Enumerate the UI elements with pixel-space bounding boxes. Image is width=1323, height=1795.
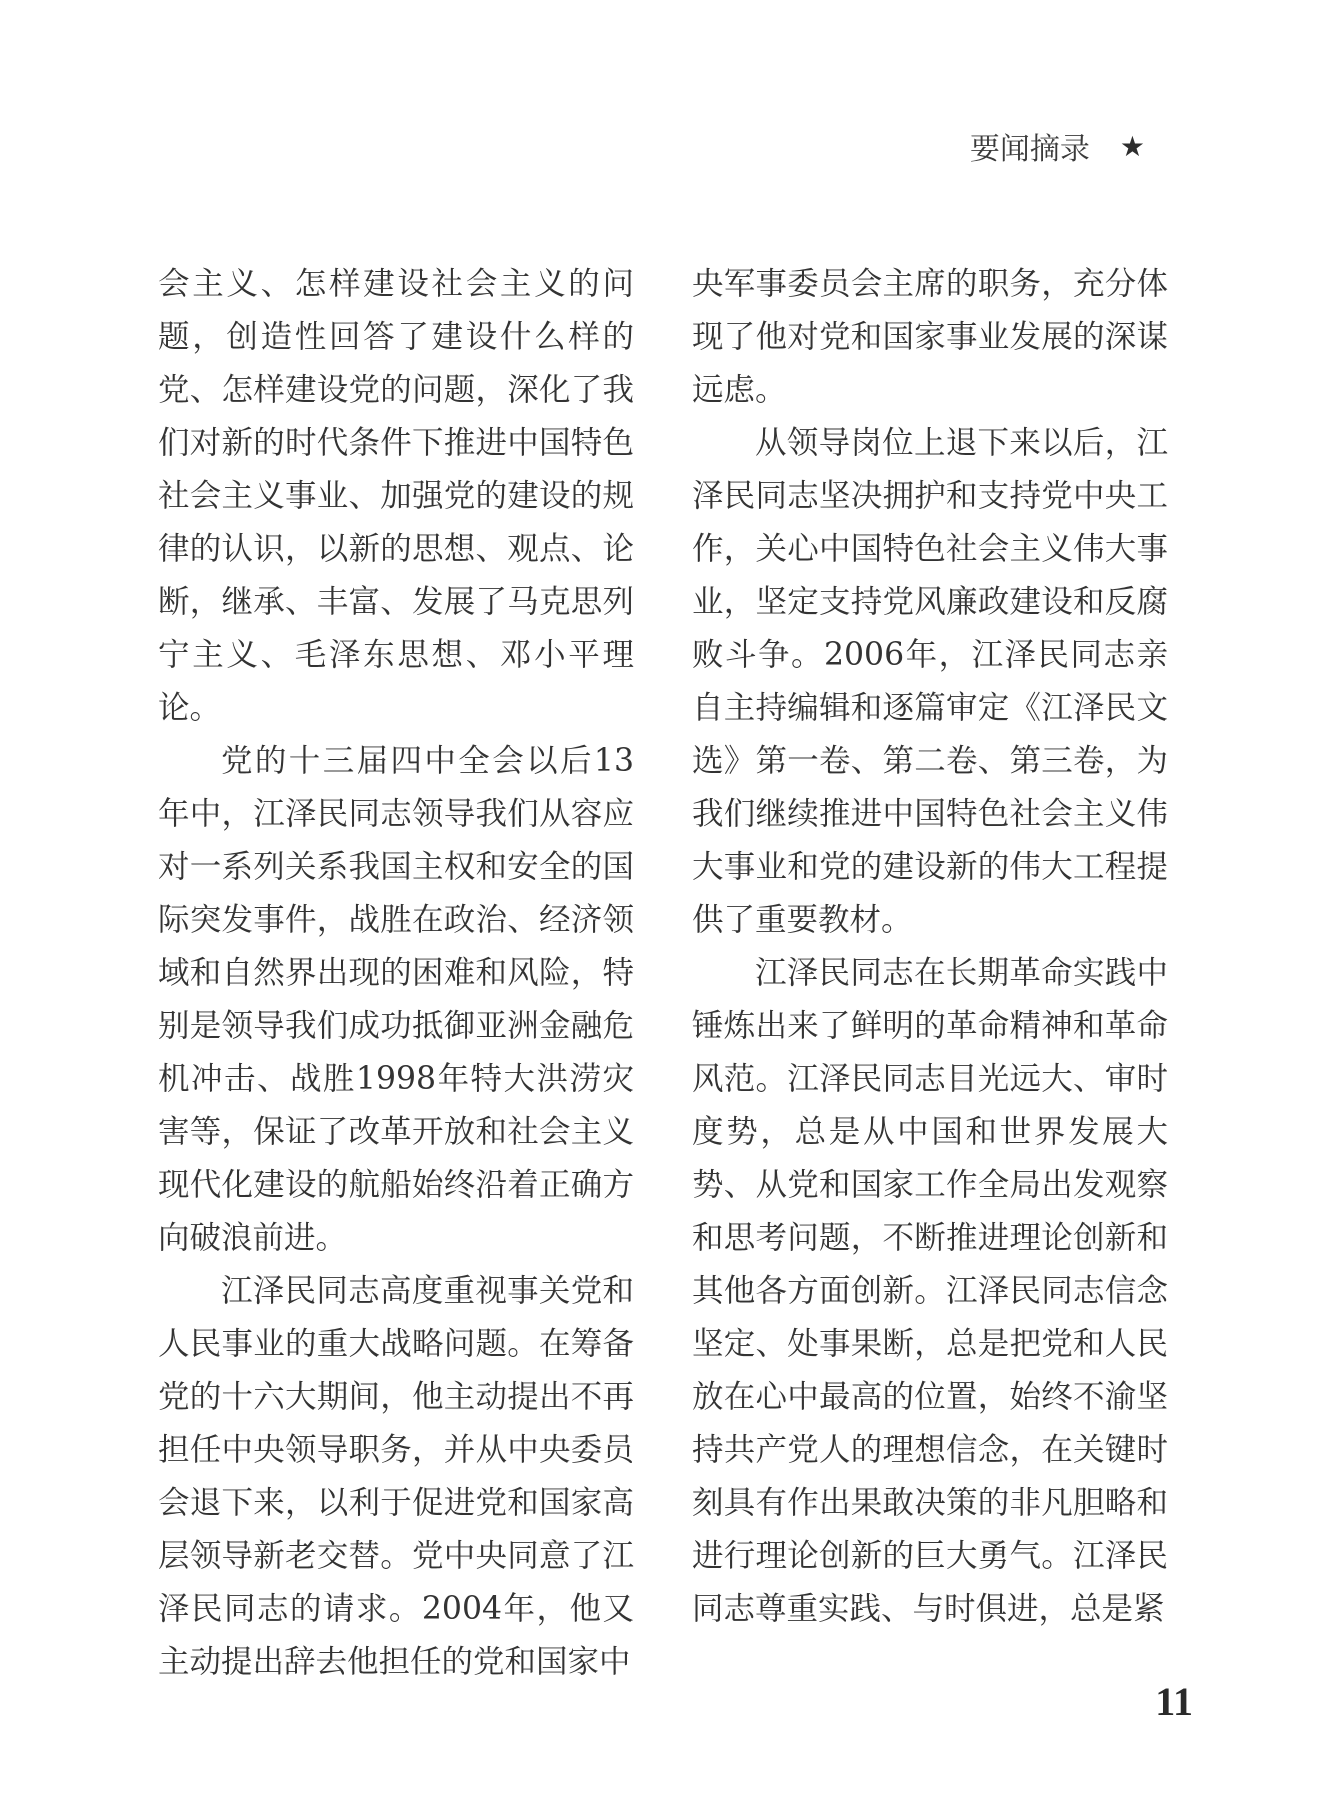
section-title: 要闻摘录 [969,132,1090,167]
running-header [970,124,1145,168]
page-number: 11 [1155,1679,1193,1724]
paragraph: 党的十三届四中全会以后13年中，江泽民同志领导我们从容应对一系列关系我国主权和安全的国际突发事件，战胜在政治、经济领域和自然界出现的困难和风险，特别是领导我们成功抵御亚洲金融危机冲击、战胜1998年特大洪涝灾害等，保证了改革开放和社会主义现代化建设的航船始终沿着正确方向破浪前进。 [158,743,634,1256]
left-column [158,258,634,1689]
paragraph-continuation: 会主义、怎样建设社会主义的问题，创造性回答了建设什么样的党、怎样建设党的问题，深化了我们对新的时代条件下推进中国特色社会主义事业、加强党的建设的规律的认识，以新的思想、观点、论断，继承、丰富、发展了马克思列宁主义、毛泽东思想、邓小平理论。 [158,266,634,726]
paragraph-continuation: 央军事委员会主席的职务，充分体现了他对党和国家事业发展的深谋远虑。 [692,266,1168,408]
paragraph: 江泽民同志高度重视事关党和人民事业的重大战略问题。在筹备党的十六大期间，他主动提出不再担任中央领导职务，并从中央委员会退下来，以利于促进党和国家高层领导新老交替。党中央同意了江泽民同志的请求。2004年，他又主动提出辞去他担任的党和国家中 [158,1273,634,1680]
paragraph: 江泽民同志在长期革命实践中锤炼出来了鲜明的革命精神和革命风范。江泽民同志目光远大、审时度势，总是从中国和世界发展大势、从党和国家工作全局出发观察和思考问题，不断推进理论创新和其他各方面创新。江泽民同志信念坚定、处事果断，总是把党和人民放在心中最高的位置，始终不渝坚持共产党人的理想信念，在关键时刻具有作出果敢决策的非凡胆略和进行理论创新的巨大勇气。江泽民同志尊重实践、与时俱进，总是紧 [692,955,1168,1627]
paragraph: 从领导岗位上退下来以后，江泽民同志坚决拥护和支持党中央工作，关心中国特色社会主义伟大事业，坚定支持党风廉政建设和反腐败斗争。2006年，江泽民同志亲自主持编辑和逐篇审定《江泽民文选》第一卷、第二卷、第三卷，为我们继续推进中国特色社会主义伟大事业和党的建设新的伟大工程提供了重要教材。 [692,425,1168,938]
star-icon: ★ [1119,129,1145,163]
right-column [692,258,1168,1636]
